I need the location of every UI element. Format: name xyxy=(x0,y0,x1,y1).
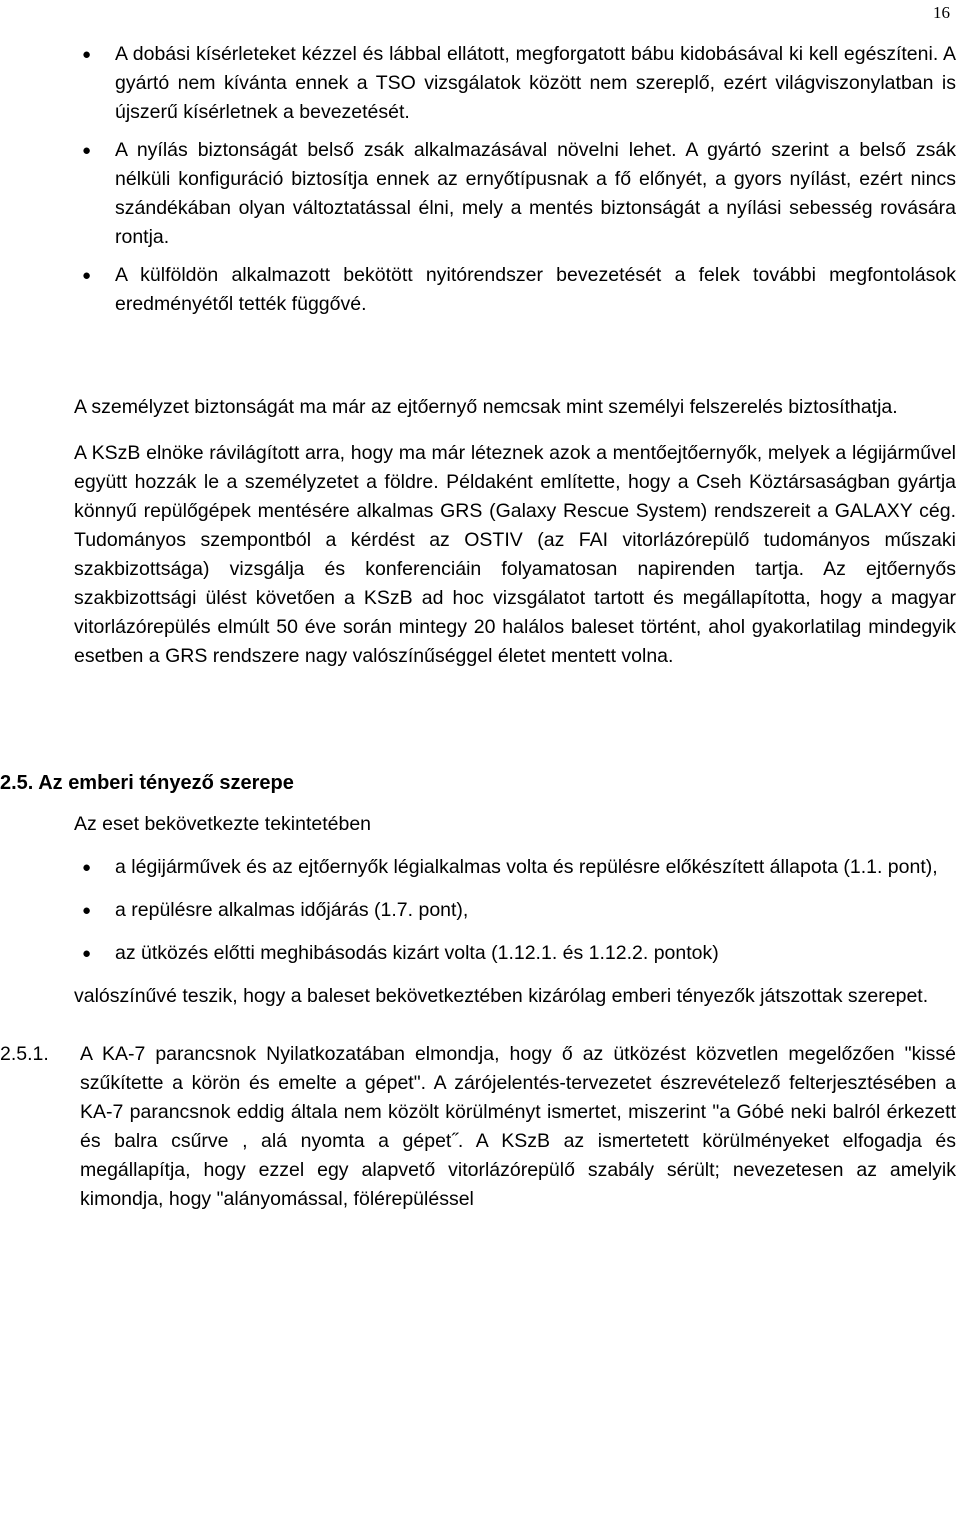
section-heading: A személyzet biztonságát ma már az ejtőernyő nemcsak mint személyi felszerelés biztosíthatja. xyxy=(74,396,898,418)
bullet-list-conditions xyxy=(74,853,956,968)
bullet-list-top xyxy=(74,40,956,319)
list-item: ● A nyílás biztonságát belső zsák alkalmazásával növelni lehet. A gyártó szerint a belső zsák nélküli konfiguráció biztosítja ennek az ernyőtípusnak a fő előnyét, a gyors nyílást, ezért nincs szándékában olyan változtatással élni, mely a mentés biztonságát a nyílási sebesség rovására rontja. xyxy=(74,136,956,252)
section-251 xyxy=(0,1040,956,1214)
section-25-title xyxy=(0,769,956,798)
section-244-heading xyxy=(0,393,956,422)
section-244-paragraph: A KSzB elnöke rávilágított arra, hogy ma már léteznek azok a mentőejtőernyők, melyek a légijárművel együtt hozzák le a személyzetet a földre. Példaként említette, hogy a Cseh Köztársaságban gyártja könnyű repülőgépek mentésére alkalmas GRS (Galaxy Rescue System) rendszereit a GALAXY cég. Tudományos szempontból a kérdést az OSTIV (az FAI vitorlázórepülő tudományos műszaki szakbizottsága) vizsgálja és konferenciáin folyamatosan napirenden tartja. Az ejtőernyős szakbizottsági ülést követően a KSzB ad hoc vizsgálatot tartott és megállapította, hogy a magyar vitorlázórepülés elmúlt 50 éve során mintegy 20 halálos baleset történt, ahol gyakorlatilag mindegyik esetben a GRS rendszere nagy valószínűséggel életet mentett volna. xyxy=(74,442,956,667)
section-title: 2.5. Az emberi tényező szerepe xyxy=(0,772,294,794)
section-number: 2.5.1. xyxy=(0,1043,49,1065)
bullet-icon: ● xyxy=(82,945,92,962)
section-251-text: A KA-7 parancsnok Nyilatkozatában elmondja, hogy ő az ütközést közvetlen megelőzően "kissé szűkítette a körön és emelte a gépet". A zárójelentés-tervezetet észrevételező felterjesztésében a KA-7 parancsnok eddig általa nem közölt körülményt ismertet, miszerint "a Góbé neki balról érkezett és balra csűrve , alá nyomta a gépet˝. A KSzB az ismertetett körülményeket elfogadja és megállapítja, hogy ezzel egy alapvető vitorlázórepülő szabály sérült; nevezetesen az amelyik kimondja, hogy "alányomással, fölérepüléssel xyxy=(80,1043,956,1210)
bullet-icon: ● xyxy=(82,267,92,284)
bullet-icon: ● xyxy=(82,902,92,919)
list-item: ● az ütközés előtti meghibásodás kizárt volta (1.12.1. és 1.12.2. pontok) xyxy=(74,939,956,968)
list-item: ● a légijárművek és az ejtőernyők légialkalmas volta és repülésre előkészített állapota (1.1. pont), xyxy=(74,853,956,882)
bullet-icon: ● xyxy=(82,142,92,159)
bullet-icon: ● xyxy=(82,859,92,876)
list-item: ● A dobási kísérleteket kézzel és lábbal ellátott, megforgatott bábu kidobásával ki kell egészíteni. A gyártó nem kívánta ennek a TSO vizsgálatok között nem szereplő, ezért világviszonylatban is újszerű kísérletnek a bevezetését. xyxy=(74,40,956,127)
list-item: ● a repülésre alkalmas időjárás (1.7. pont), xyxy=(74,896,956,925)
document-body xyxy=(0,40,956,1214)
section-25-conclusion: valószínűvé teszik, hogy a baleset bekövetkeztében kizárólag emberi tényezők játszottak szerepet. xyxy=(74,985,929,1007)
page-number: 16 xyxy=(933,3,950,22)
section-25-intro: Az eset bekövetkezte tekintetében xyxy=(74,813,372,835)
list-item: ● A külföldön alkalmazott bekötött nyitórendszer bevezetését a felek további megfontolások eredményétől tették függővé. xyxy=(74,261,956,319)
bullet-icon: ● xyxy=(82,46,92,63)
